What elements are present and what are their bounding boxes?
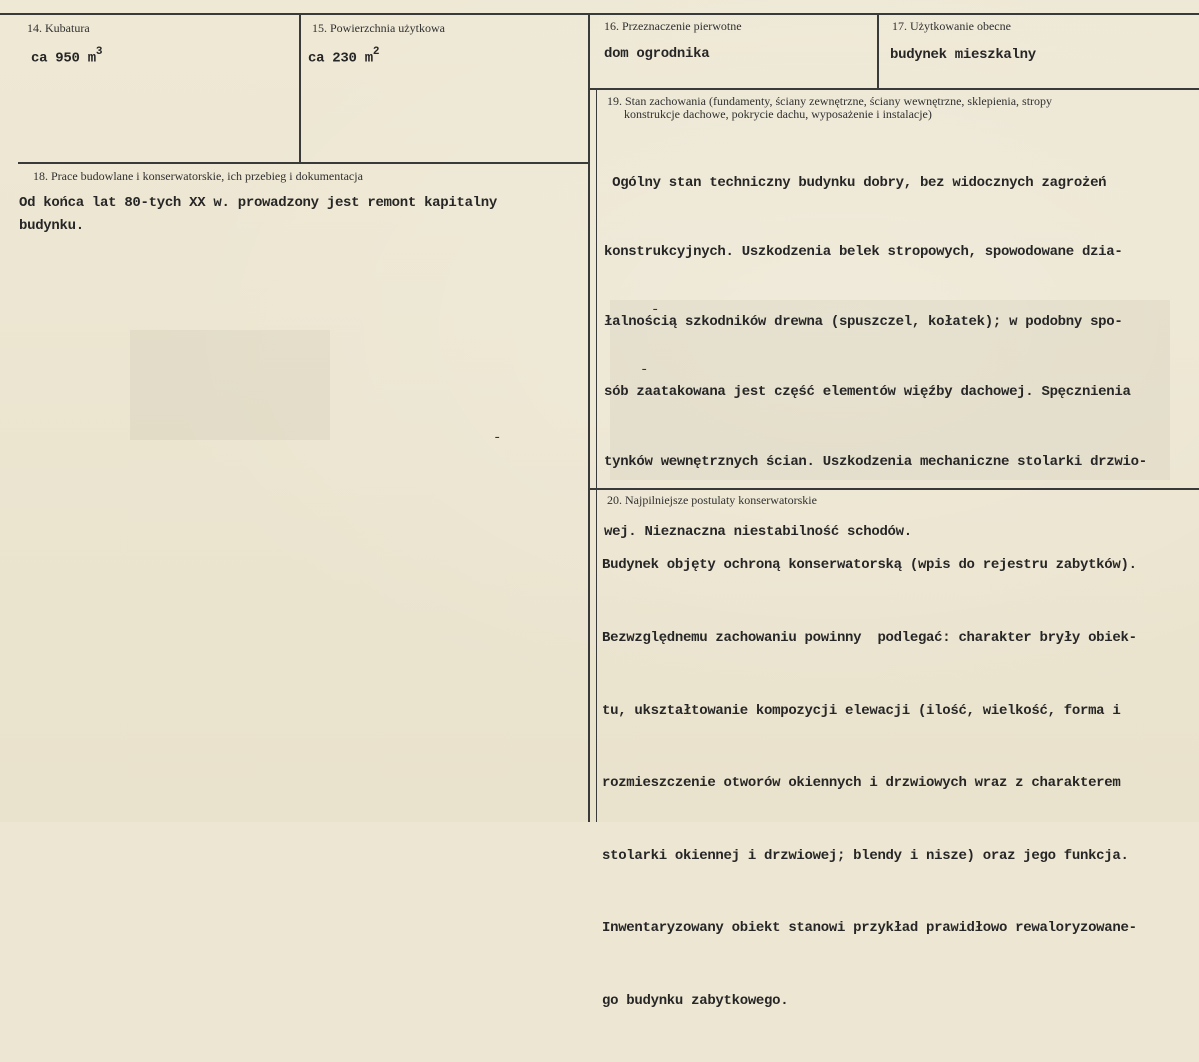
text-line: łalnością szkodników drewna (spuszczel, kołatek); w podobny spo-	[604, 314, 1123, 331]
inner-margin-line	[596, 88, 597, 822]
field-19-label	[607, 95, 1052, 120]
field-15-value-text: ca 230 m	[308, 50, 373, 67]
text-line: sób zaatakowana jest część elementów więźby dachowej. Spęcznienia	[604, 384, 1131, 401]
field-19-label-line: konstrukcje dachowe, pokrycie dachu, wyposażenie i instalacje)	[624, 106, 932, 121]
text-line: Od końca lat 80-tych XX w. prowadzony jest remont kapitalny	[19, 195, 497, 211]
field-20-label: 20. Najpilniejsze postulaty konserwatorskie	[607, 493, 817, 507]
stray-dash-mark: -	[493, 430, 502, 446]
field-14-label: 14. Kubatura	[27, 21, 90, 35]
text-line: wej. Nieznaczna niestabilność schodów.	[604, 524, 912, 541]
divider-16-19	[589, 88, 1199, 90]
field-18-text	[19, 192, 497, 239]
field-14-exponent: 3	[95, 46, 103, 58]
field-16-label: 16. Przeznaczenie pierwotne	[604, 19, 742, 33]
field-17-value: budynek mieszkalny	[890, 47, 1036, 63]
text-line: tu, ukształtowanie kompozycji elewacji (ilość, wielkość, forma i	[602, 702, 1121, 719]
divider-left-right	[588, 13, 590, 822]
text-line: stolarki okiennej i drzwiowej; blendy i nisze) oraz jego funkcja.	[602, 847, 1129, 864]
text-line: budynku.	[19, 218, 84, 235]
text-line: konstrukcyjnych. Uszkodzenia belek stropowych, spowodowane dzia-	[604, 244, 1123, 261]
text-line: Bezwzględnemu zachowaniu powinny podlegać: charakter bryły obiek-	[602, 630, 1137, 647]
field-18-label: 18. Prace budowlane i konserwatorskie, ich przebieg i dokumentacja	[33, 169, 363, 183]
bleed-through-shade	[130, 330, 330, 440]
field-16-value: dom ogrodnika	[604, 46, 710, 62]
text-line: rozmieszczenie otworów okiennych i drzwiowych wraz z charakterem	[602, 775, 1121, 792]
field-14-value-text: ca 950 m	[31, 50, 96, 67]
field-14-value	[31, 42, 102, 71]
divider-14-15	[299, 13, 301, 163]
field-15-exponent: 2	[372, 46, 380, 58]
text-line: go budynku zabytkowego.	[602, 993, 789, 1010]
text-line: Inwentaryzowany obiekt stanowi przykład prawidłowo rewaloryzowane-	[602, 920, 1137, 937]
divider-16-17	[877, 13, 879, 89]
text-line: Ogólny stan techniczny budynku dobry, bez widocznych zagrożeń	[604, 174, 1107, 191]
divider-15-18	[18, 162, 589, 164]
field-19-label-line: 19. Stan zachowania (fundamenty, ściany zewnętrzne, ściany wewnętrzne, sklepienia, stropy	[607, 94, 1053, 108]
stray-dash-mark: -	[640, 362, 649, 378]
field-20-text	[602, 505, 1137, 1062]
top-border-line	[0, 13, 1199, 15]
stray-dash-mark: -	[651, 302, 660, 318]
text-line: Budynek objęty ochroną konserwatorską (wpis do rejestru zabytków).	[602, 557, 1137, 574]
field-17-label: 17. Użytkowanie obecne	[892, 19, 1011, 33]
text-line: tynków wewnętrznych ścian. Uszkodzenia mechaniczne stolarki drzwio-	[604, 454, 1147, 471]
field-15-value	[308, 42, 379, 71]
field-15-label: 15. Powierzchnia użytkowa	[312, 21, 445, 35]
